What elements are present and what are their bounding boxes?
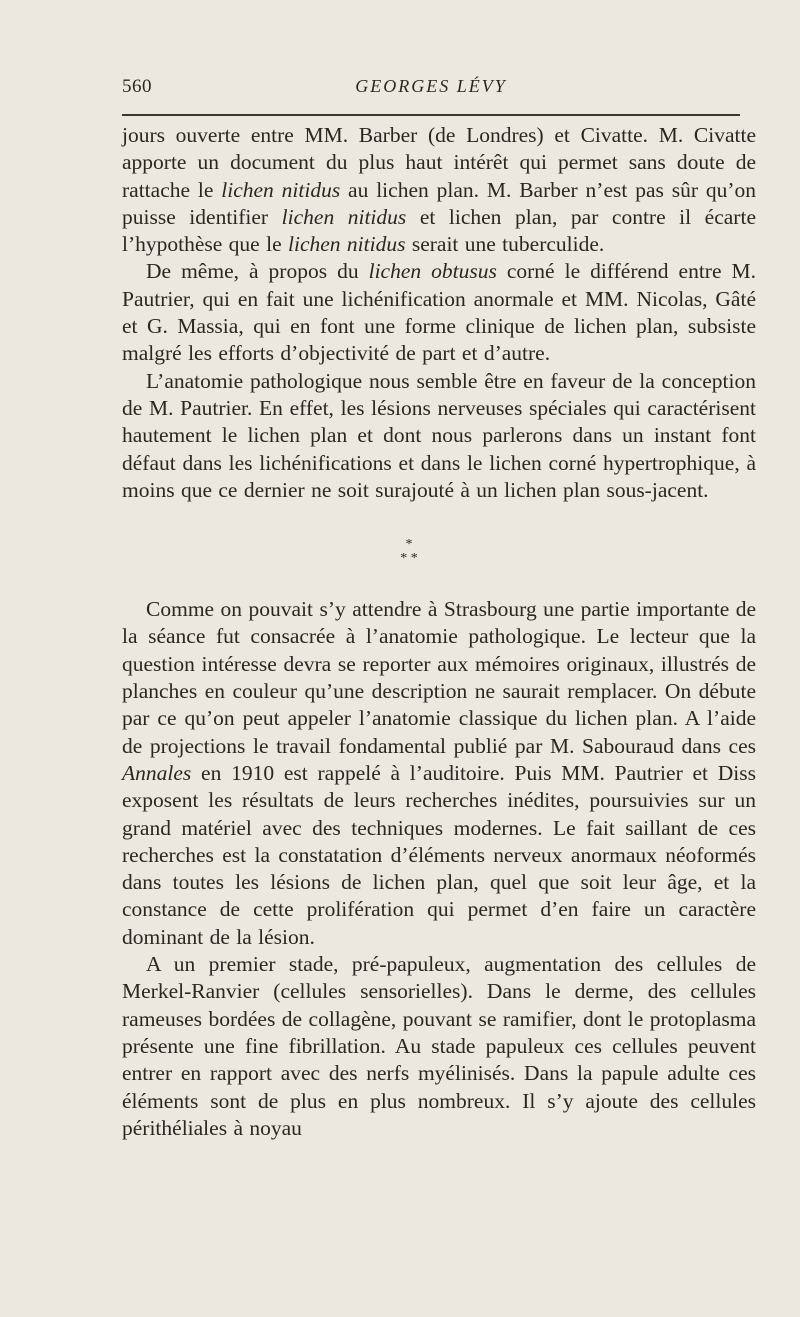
italic-text: lichen nitidus [281,204,407,229]
paragraph [122,951,756,1142]
italic-text: lichen nitidus [221,177,341,202]
text-run: en 1910 est rappelé à l’auditoire. Puis MM. Pautrier et Diss exposent les résultats de leurs recherches inédites, poursuivies sur un grand matériel avec des techniques modernes. Le fait saillant de ces recherches est la constatation d’éléments nerveux anormaux néoformés dans toutes les lésions de lichen plan, quel que soit leur âge, et la constance de cette prolifération qui permet d’en faire un caractère dominant de la lésion. [122,760,756,949]
body-text [122,122,756,1142]
asterism-bottom: * * [400,551,418,567]
asterism-top: * [405,537,413,553]
page-header [122,76,740,104]
paragraph [122,122,756,258]
paragraph [122,368,756,504]
text-run: jours ouverte entre MM. Barber (de Londres) et Civatte. M. Civatte apporte un document du plus haut intérêt qui permet sans doute de rattache le [122,123,756,202]
text-run: au lichen plan. M. Barber n’est pas sûr qu’on puisse identifier [122,177,757,229]
italic-text: Annales [122,760,192,785]
header-rule [122,114,740,116]
text-run: De même, à propos du [146,259,369,284]
text-run: corné le différend entre M. Pautrier, qui en fait une lichénification anormale et MM. Nicolas, Gâté et G. Massia, qui en font une forme clinique de lichen plan, subsiste malgré les efforts d’objectivité de part et d’autre. [122,259,757,366]
text-run: Comme on pouvait s’y attendre à Strasbourg une partie importante de la séance fut consacrée à l’anatomie pathologique. Le lecteur que la question intéresse devra se reporter aux mémoires originaux, illustrés de planches en couleur qu’une description ne saurait remplacer. On débute par ce qu’on peut appeler l’anatomie classique du lichen plan. A l’aide de projections le travail fondamental publié par M. Sabouraud dans ces [122,597,756,758]
italic-text: lichen obtusus [368,259,497,284]
italic-text: lichen nitidus [288,232,406,257]
text-run: et lichen plan, par contre il écarte l’hypothèse que le [122,204,756,257]
text-run: A un premier stade, pré-papuleux, augmentation des cellules de Merkel-Ranvier (cellules sensorielles). Dans le derme, des cellules rameuses bordées de collagène, pouvant se ramifier, dont le protoplasma présente une fine fibrillation. Au stade papuleux ces cellules peuvent entrer en rapport avec des nerfs myélinisés. Dans la papule adulte ces éléments sont de plus en plus nombreux. Il s’y ajoute des cellules périthéliales à noyau [122,952,756,1140]
text-run: serait une tuberculide. [405,232,605,257]
text-run: L’anatomie pathologique nous semble être en faveur de la conception de M. Pautrier. En effet, les lésions nerveuses spéciales qui caractérisent hautement le lichen plan et dont nous parlerons dans un instant font défaut dans les lichénifications et dans le lichen corné hypertrophique, à moins que ce dernier ne soit surajouté à un lichen plan sous-jacent. [122,368,756,502]
running-title: GEORGES LÉVY [355,76,507,96]
paragraph [122,596,756,951]
section-separator [92,538,726,566]
paragraph [122,258,756,367]
page-number: 560 [122,76,152,97]
